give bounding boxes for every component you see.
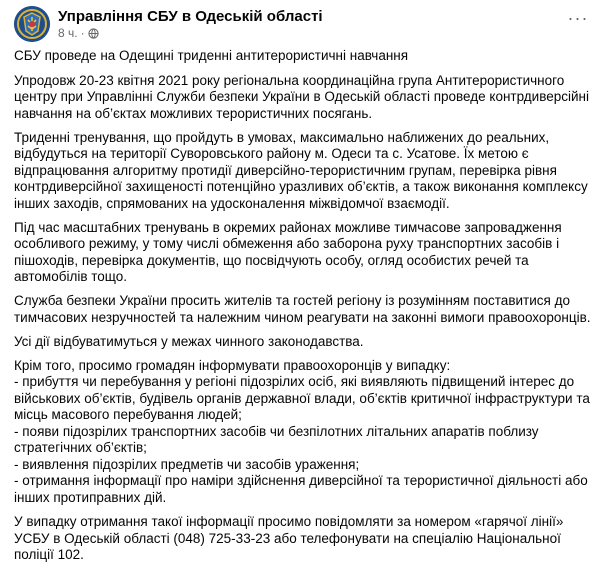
post-title: СБУ проведе на Одещині триденні антитерористичні навчання: [14, 48, 409, 63]
list-item: - виявлення підозрілих предметів чи засобів ураження;: [14, 456, 360, 472]
paragraph: Упродовж 20-23 квітня 2021 року регіональна координаційна група Антитерористичного центру при Управлінні Служби безпеки України в Одеській області проведе контрдиверсійні навчання на об’єктах можливих терористичних посягань.: [14, 72, 590, 121]
more-options-button[interactable]: ···: [567, 7, 589, 28]
paragraph: Служба безпеки України просить жителів та гостей регіону із розумінням поставитися до тимчасових незручностей та належним чином реагувати на законні вимоги правоохоронців.: [14, 293, 591, 325]
warning-list: [14, 374, 594, 506]
list-item: - отримання інформації про наміри здійснення диверсійної та терористичної діяльності або інших протиправних дій.: [14, 473, 588, 505]
list-intro: Крім того, просимо громадян інформувати правоохоронців у випадку:: [14, 357, 451, 373]
page-name-link[interactable]: Управління СБУ в Одеській області: [58, 8, 323, 25]
closing-paragraph: У випадку отримання такої інформації просимо повідомляти за номером «гарячої лінії» УСБУ в Одеській області (048) 725-33-23 або телефонувати на спеціалію Національної поліції 102.: [14, 514, 564, 562]
paragraph: Усі дії відбуватимуться у межах чинного законодавства.: [14, 333, 364, 349]
post-time[interactable]: 8 ч.: [58, 26, 78, 40]
list-item: - появи підозрілих транспортних засобів чи безпілотних літальних апаратів поблизу стратегічних об’єктів;: [14, 423, 539, 455]
paragraph: Триденні тренування, що пройдуть в умовах, максимально наближених до реальних, відбудуться на території Суворовського району м. Одеси та с. Усатове. Їх метою є відпрацювання алгоритму протидії диверсійно-терористичним групам, перевірка рівня контрдиверсійної захищеності потенційно уразливих об’єктів, а також виконання комплексу інших заходів, спрямованих на удосконалення міжвідомчої взаємодії.: [14, 129, 588, 211]
globe-icon: [88, 28, 99, 39]
avatar[interactable]: [14, 6, 50, 42]
post-text: [14, 48, 594, 571]
post-meta: [58, 26, 99, 40]
sbu-emblem-icon: [14, 6, 50, 42]
post-header: [14, 6, 592, 42]
list-item: - прибуття чи перебування у регіоні підозрілих осіб, які виявляють підвищений інтерес до військових об’єктів, будівель органів державної влади, об’єктів критичної інфраструктури та місць масового перебування людей;: [14, 374, 590, 422]
paragraph: Під час масштабних тренувань в окремих районах можливе тимчасове запровадження особливого режиму, у тому числі обмеження або заборона руху транспортних засобів і пішоходів, перевірка документів, що посвідчують особу, огляд особистих речей та автомобілів тощо.: [14, 219, 562, 284]
meta-separator: ·: [80, 26, 85, 40]
